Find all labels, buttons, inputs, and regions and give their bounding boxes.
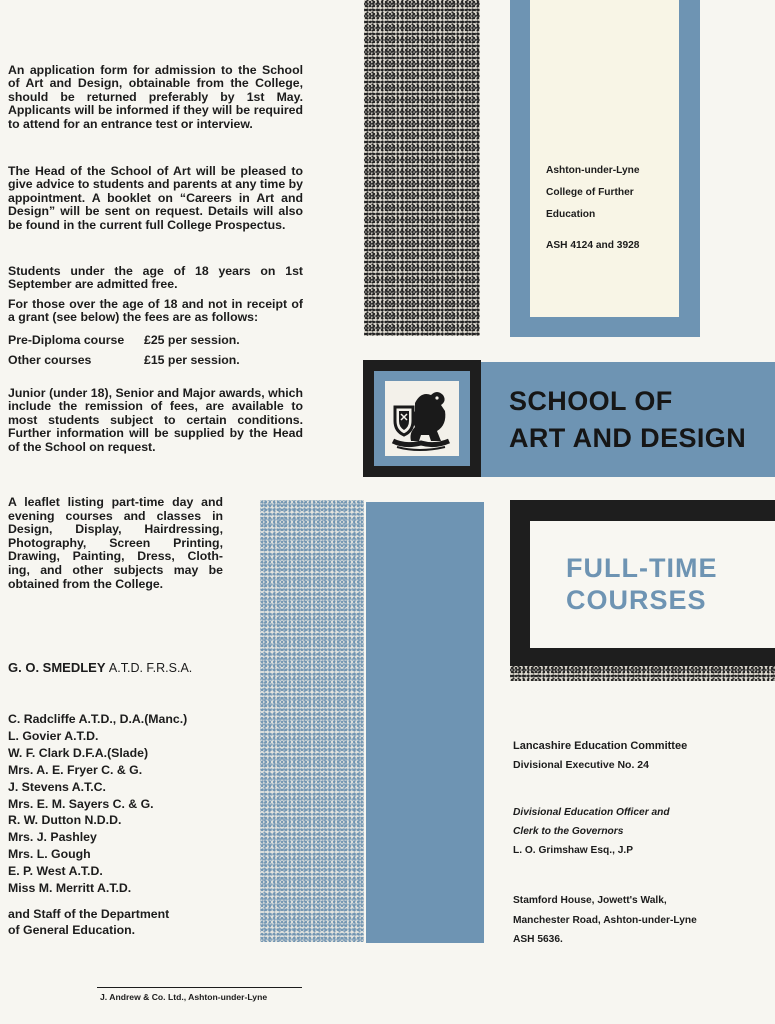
staff-member: R. W. Dutton N.D.D. (8, 813, 122, 828)
college-name-line: College of Further (546, 187, 634, 198)
address-line: Manchester Road, Ashton-under-Lyne (513, 914, 697, 926)
officer-name: L. O. Grimshaw Esq., J.P (513, 845, 634, 856)
staff-member: Mrs. E. M. Sayers C. & G. (8, 796, 154, 811)
emblem-frame (363, 360, 481, 477)
college-frame-inner (530, 0, 679, 317)
address-line: Stamford House, Jowett's Walk, (513, 895, 667, 906)
staff-member: Mrs. L. Gough (8, 847, 91, 862)
leaflet-line: A leaflet listing part-time day and (8, 495, 223, 509)
blue-bar-block (366, 502, 484, 943)
fee-row-pre-diploma (8, 333, 240, 347)
office-address (513, 891, 697, 950)
title-line: ART AND DESIGN (509, 423, 747, 453)
leaflet-line: evening courses and classes in (8, 508, 223, 523)
staff-member: Mrs. A. E. Fryer C. & G. (8, 762, 143, 777)
head-advice-paragraph: The Head of the School of Art will be pleased to give advice to students and parents at any time by appointment. A booklet on “Careers in Art and Design” will be sent on request. Details will also be found in the current full College Prospectus. (8, 164, 303, 232)
committee-division: Divisional Executive No. 24 (513, 758, 649, 771)
head-of-school (8, 660, 192, 675)
staff-member: L. Govier A.T.D. (8, 728, 99, 743)
full-time-speckle-strip (510, 666, 775, 681)
college-phone: ASH 4124 and 3928 (546, 240, 640, 251)
full-time-line: FULL-TIME (566, 553, 718, 583)
fee-row-other (8, 353, 240, 367)
page-title (509, 383, 746, 457)
leaflet-line: Photography, Screen Printing, (8, 535, 223, 550)
dept-line: of General Education. (8, 922, 136, 937)
leaflet-line: obtained from the College. (8, 576, 164, 591)
full-time-line: COURSES (566, 585, 707, 615)
blue-speckle-block (260, 500, 364, 942)
staff-member: W. F. Clark D.F.A.(Slade) (8, 745, 149, 760)
head-qualifications: A.T.D. F.R.S.A. (108, 661, 193, 675)
dark-speckle-block (364, 0, 480, 336)
dept-line: and Staff of the Department (8, 907, 170, 921)
fee-amount: £25 per session. (144, 333, 240, 347)
awards-paragraph: Junior (under 18), Senior and Major awards, which include the remission of fees, are available to most students subject to certain conditions. Further information will be supplied by the Head of the School on request. (8, 386, 303, 454)
leaflet-line: Design, Display, Hairdressing, (8, 522, 223, 537)
fee-course-name: Pre-Diploma course (8, 333, 125, 347)
leaflet-paragraph (8, 496, 223, 591)
application-paragraph: An application form for admission to the School of Art and Design, obtainable from the College, should be returned preferably by 1st May. Applicants will be informed if they will be required to attend for an entrance test or interview. (8, 63, 303, 131)
staff-member: E. P. West A.T.D. (8, 864, 103, 879)
staff-member: C. Radcliffe A.T.D., D.A.(Manc.) (8, 712, 188, 726)
leaflet-line: ing, and other subjects may be (8, 562, 223, 577)
officer-title-line: Clerk to the Governors (513, 826, 624, 837)
college-info (546, 160, 640, 257)
title-line: SCHOOL OF (509, 386, 673, 416)
staff-member: Mrs. J. Pashley (8, 830, 97, 845)
staff-member: J. Stevens A.T.C. (8, 779, 106, 794)
over-18-paragraph: For those over the age of 18 and not in receipt of a grant (see below) the fees are as follows: (8, 297, 303, 325)
full-time-heading (566, 552, 717, 616)
fee-course-name: Other courses (8, 353, 92, 367)
printer-rule (97, 987, 302, 988)
staff-list (8, 711, 187, 897)
under-18-paragraph: Students under the age of 18 years on 1st September are admitted free. (8, 264, 303, 292)
address-phone: ASH 5636. (513, 934, 563, 945)
education-committee (513, 737, 687, 774)
college-name-line: Ashton-under-Lyne (546, 165, 640, 176)
college-name-line: Education (546, 209, 596, 220)
education-officer (513, 803, 670, 860)
staff-member: Miss M. Merritt A.T.D. (8, 881, 132, 896)
printer-credit: J. Andrew & Co. Ltd., Ashton-under-Lyne (100, 992, 268, 1002)
head-name: G. O. SMEDLEY (8, 660, 106, 675)
officer-title-line: Divisional Education Officer and (513, 807, 670, 818)
leaflet-line: Drawing, Painting, Dress, Cloth- (8, 549, 223, 564)
borough-crest-icon (385, 381, 459, 456)
committee-name: Lancashire Education Committee (513, 740, 688, 752)
general-education-staff (8, 907, 169, 938)
emblem-inner-frame (374, 371, 470, 466)
fee-amount: £15 per session. (144, 353, 240, 367)
